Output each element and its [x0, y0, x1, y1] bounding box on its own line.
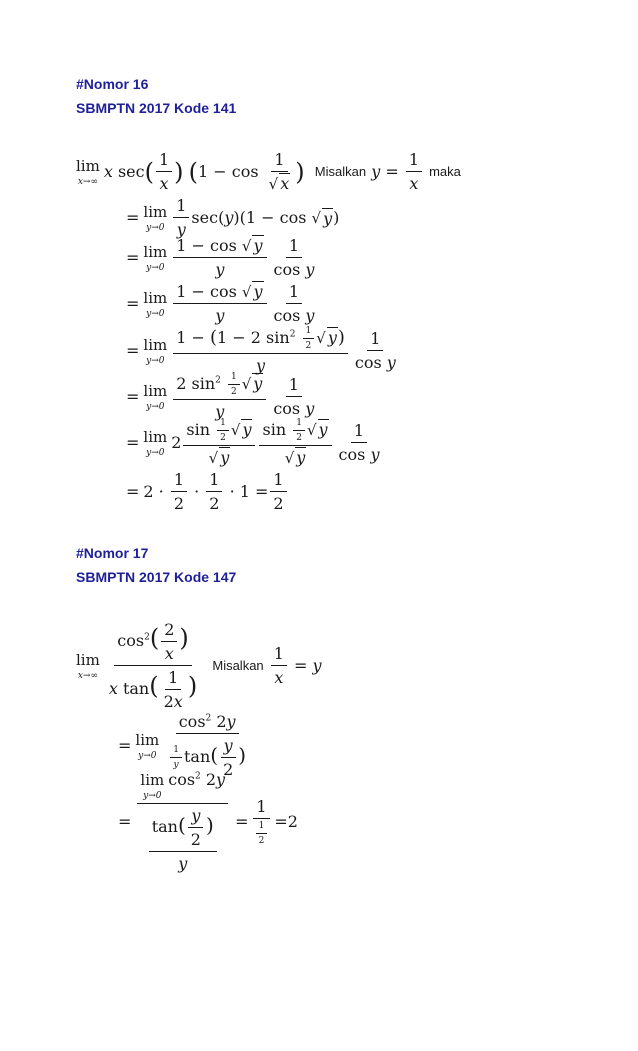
problem-16-result: = 2 · $\frac{1}{2}$ · $\frac{1}{2}$ · 1 = $\frac{1}{2}$ — [126, 470, 289, 513]
problem-16-source: SBMPTN 2017 Kode 141 — [76, 100, 237, 116]
problem-16-step-4: = lim y→0 1 − (1 − 2 $\sin^2$ $\frac{1}{2}$ √ y) y $\frac{1}{\text{cos y}}$ — [126, 326, 396, 375]
problem-17-result: = lim y→0 $\cos^2 2y$ tan( $\frac{y}{2}$ ) y = $\frac{1}{\frac{1}{2}}$ =2 — [118, 770, 298, 873]
problem-17-number: #Nomor 17 — [76, 545, 149, 561]
problem-16-step-5: = lim y→0 2 $\sin^2$ $\frac{1}{2}$ √ y y $\frac{1}{\text{cos y}}$ — [126, 372, 315, 421]
problem-16-step-1: = lim y→0 $\frac{1}{y}$ sec( y )(1 − cos √ y ) — [126, 196, 340, 239]
problem-16-number: #Nomor 16 — [76, 76, 149, 92]
problem-16-statement: lim x→∞ x sec ( $\frac{1}{x}$ ) ( 1 − cos $\frac{1}{√ x}$ ) Misalkan y = $\frac{1}{x}$ maka — [76, 150, 461, 193]
problem-17-step-1: = lim y→0 $\cos^2 2y$ $\frac{1}{y}$ tan( $\frac{y}{2}$ ) — [118, 712, 247, 779]
problem-16-step-2: = lim y→0 $\frac{1 - \cos √ y}{y}$ $\frac{1}{\text{cos y}}$ — [126, 236, 315, 279]
problem-17-statement: lim x→∞ $\cos^2$( $\frac{2}{x}$ ) x tan( $\frac{1}{2x}$ ) Misalkan $\frac{1}{x}$ = y — [76, 620, 322, 711]
problem-16-step-3: = lim y→0 $\frac{1 - \cos √ y}{y}$ $\frac{1}{\text{cos y}}$ — [126, 282, 315, 325]
problem-17-source: SBMPTN 2017 Kode 147 — [76, 569, 237, 585]
problem-16-step-6: = lim y→0 2 sin $\frac{1}{2}$ √ y √ y sin $\frac{1}{2}$ √ y √ y $\frac{1}{\text{cos y}}$ — [126, 418, 380, 467]
